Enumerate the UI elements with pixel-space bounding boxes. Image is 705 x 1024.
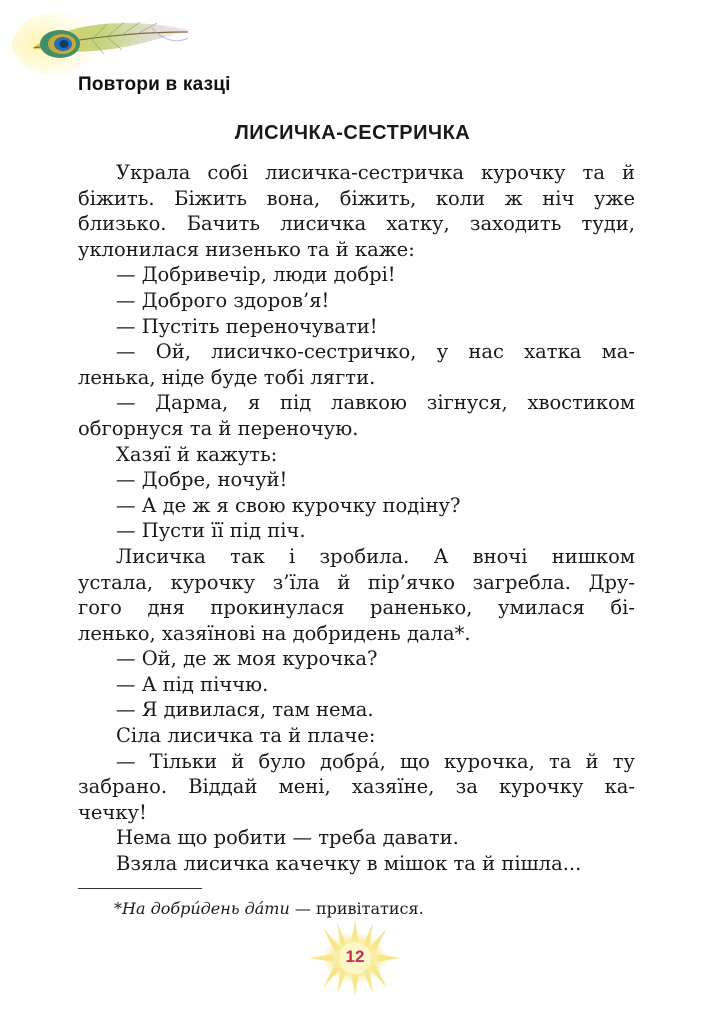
story-title: ЛИСИЧКА-СЕСТРИЧКА <box>234 122 471 144</box>
story-line: забрано. Віддай мені, хазяїне, за курочку ка- <box>78 775 635 799</box>
story-line: Нема що робити — треба давати. <box>116 826 459 850</box>
story-line: ленька, ніде буде тобі лягти. <box>78 365 376 389</box>
story-line: устала, курочку з’їла й пір’ячко загребла. Дру- <box>78 570 635 594</box>
story-line: — Добре, ночуй! <box>116 468 288 492</box>
section-title: Повтори в казці <box>78 74 231 95</box>
story-line: — А під піччю. <box>116 672 269 696</box>
footnote-divider <box>78 888 202 889</box>
story-line: Украла собі лисичка-сестричка курочку та й <box>116 161 635 184</box>
story-line: чечку! <box>78 800 147 824</box>
story-line: — Доброго здоров’я! <box>116 288 330 312</box>
story-line: Лисичка так і зробила. А вночі нишком <box>116 544 635 568</box>
story-line: — Дарма, я під лавкою зігнуся, хвостиком <box>116 391 635 415</box>
story-line: біжить. Біжить вона, біжить, коли ж ніч уже <box>78 186 635 210</box>
story-line: — Я дивилася, там нема. <box>116 698 374 722</box>
story-line: — Ой, лисичко-сестричко, у нас хатка ма- <box>116 340 635 364</box>
story-line: близько. Бачить лисичка хатку, заходить туди, <box>78 212 635 236</box>
footnote <box>114 899 424 918</box>
story-line: обгорнуся та й переночую. <box>78 416 359 440</box>
footnote-term: *На добри́день да́ти <box>114 899 290 918</box>
story-line: уклонилася низенько та й каже: <box>78 237 415 261</box>
story-line: Хазяї й кажуть: <box>116 442 278 466</box>
story-line: ленько, хазяїнові на добридень дала*. <box>78 621 471 645</box>
story-line: — Тільки й було добрá, що курочка, та й ту <box>116 749 635 773</box>
story-line: — Добривечір, люди добрі! <box>116 263 396 287</box>
story-line: Сіла лисичка та й плаче: <box>116 724 376 748</box>
story-line: гого дня прокинулася раненько, умилася бі- <box>78 596 635 620</box>
story-line: Взяла лисичка качечку в мішок та й пішла... <box>116 852 582 876</box>
peacock-feather-icon <box>12 10 194 76</box>
story-line: — Пусти її під піч. <box>116 519 306 543</box>
story-line: — Ой, де ж моя курочка? <box>116 647 378 671</box>
story-text <box>78 160 635 877</box>
page-number: 12 <box>345 947 365 966</box>
story-line: — Пустіть переночувати! <box>116 314 378 338</box>
story-line: — А де ж я свою курочку подіну? <box>116 493 461 517</box>
footnote-definition: — привітатися. <box>289 899 424 918</box>
